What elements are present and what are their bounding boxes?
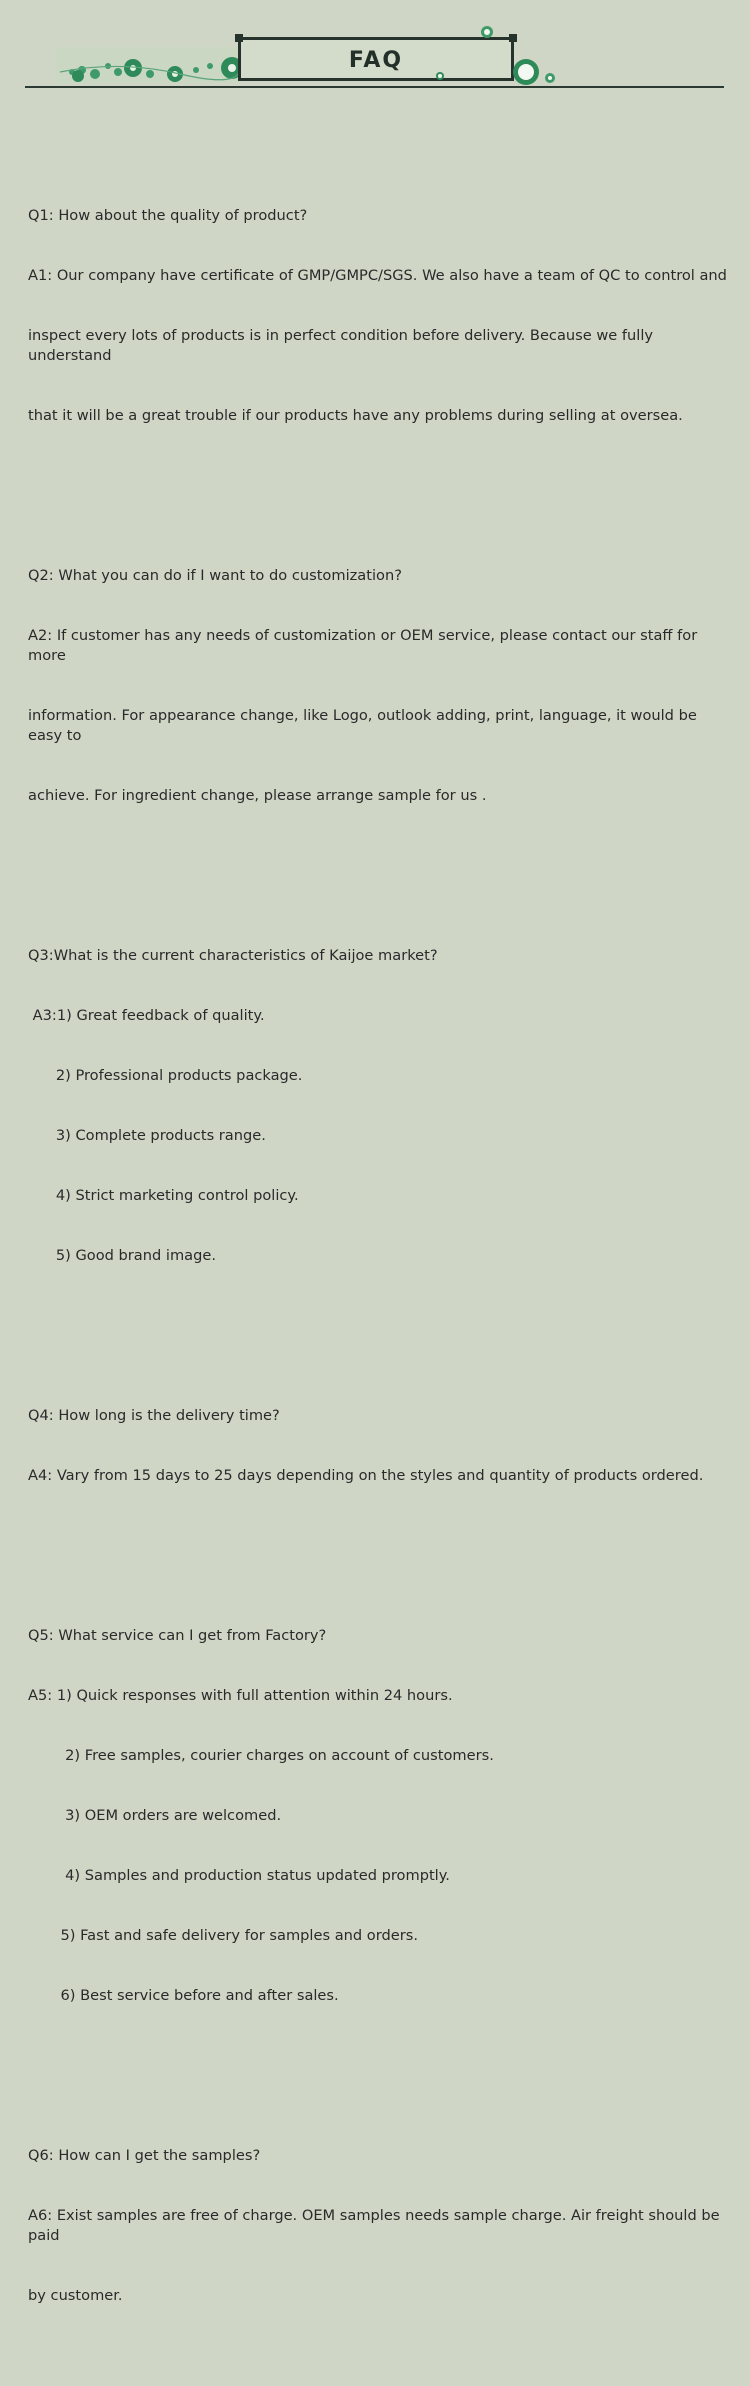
faq-line: 3) Complete products range. [28,1127,266,1144]
faq-line: Q5: What service can I get from Factory? [28,1627,327,1644]
faq-line: inspect every lots of products is in perfect condition before delivery. Because we fully understand [28,327,658,364]
faq-line: Q2: What you can do if I want to do customization? [28,567,402,584]
faq-line: A4: Vary from 15 days to 25 days depending on the styles and quantity of products ordered. [28,1467,704,1484]
faq-item-5 [28,1586,728,2046]
page-title: FAQ [348,48,404,73]
faq-item-4 [28,1366,728,1526]
flower-vine-left-decoration [0,0,250,95]
faq-line: 4) Samples and production status updated promptly. [28,1867,450,1884]
faq-line: 3) OEM orders are welcomed. [28,1807,282,1824]
faq-line: achieve. For ingredient change, please arrange sample for us . [28,787,487,804]
faq-line: 2) Professional products package. [28,1067,303,1084]
faq-item-6 [28,2106,728,2346]
faq-line: Q6: How can I get the samples? [28,2147,261,2164]
faq-item-2 [28,526,728,846]
faq-line: that it will be a great trouble if our products have any problems during selling at oversea. [28,407,683,424]
faq-line: A1: Our company have certificate of GMP/GMPC/SGS. We also have a team of QC to control and [28,267,727,284]
faq-line: by customer. [28,2287,123,2304]
header-divider [25,86,724,88]
faq-line: A5: 1) Quick responses with full attention within 24 hours. [28,1687,453,1704]
faq-line: 5) Fast and safe delivery for samples and orders. [28,1927,418,1944]
faq-line: Q3:What is the current characteristics of Kaijoe market? [28,947,438,964]
faq-line: 5) Good brand image. [28,1247,216,1264]
faq-line: Q1: How about the quality of product? [28,207,308,224]
faq-line: A2: If customer has any needs of customization or OEM service, please contact our staff for more [28,627,702,664]
faq-item-3 [28,906,728,1306]
faq-line: 6) Best service before and after sales. [28,1987,339,2004]
flower-vine-right-decoration [470,0,560,95]
faq-line: A6: Exist samples are free of charge. OEM samples needs sample charge. Air freight should be paid [28,2207,725,2244]
faq-line: A3:1) Great feedback of quality. [28,1007,265,1024]
faq-line: 4) Strict marketing control policy. [28,1187,299,1204]
header [0,0,750,95]
faq-line: Q4: How long is the delivery time? [28,1407,280,1424]
faq-line: information. For appearance change, like Logo, outlook adding, print, language, it would be easy to [28,707,702,744]
faq-line: 2) Free samples, courier charges on account of customers. [28,1747,494,1764]
faq-list [28,126,728,2386]
faq-item-1 [28,166,728,466]
